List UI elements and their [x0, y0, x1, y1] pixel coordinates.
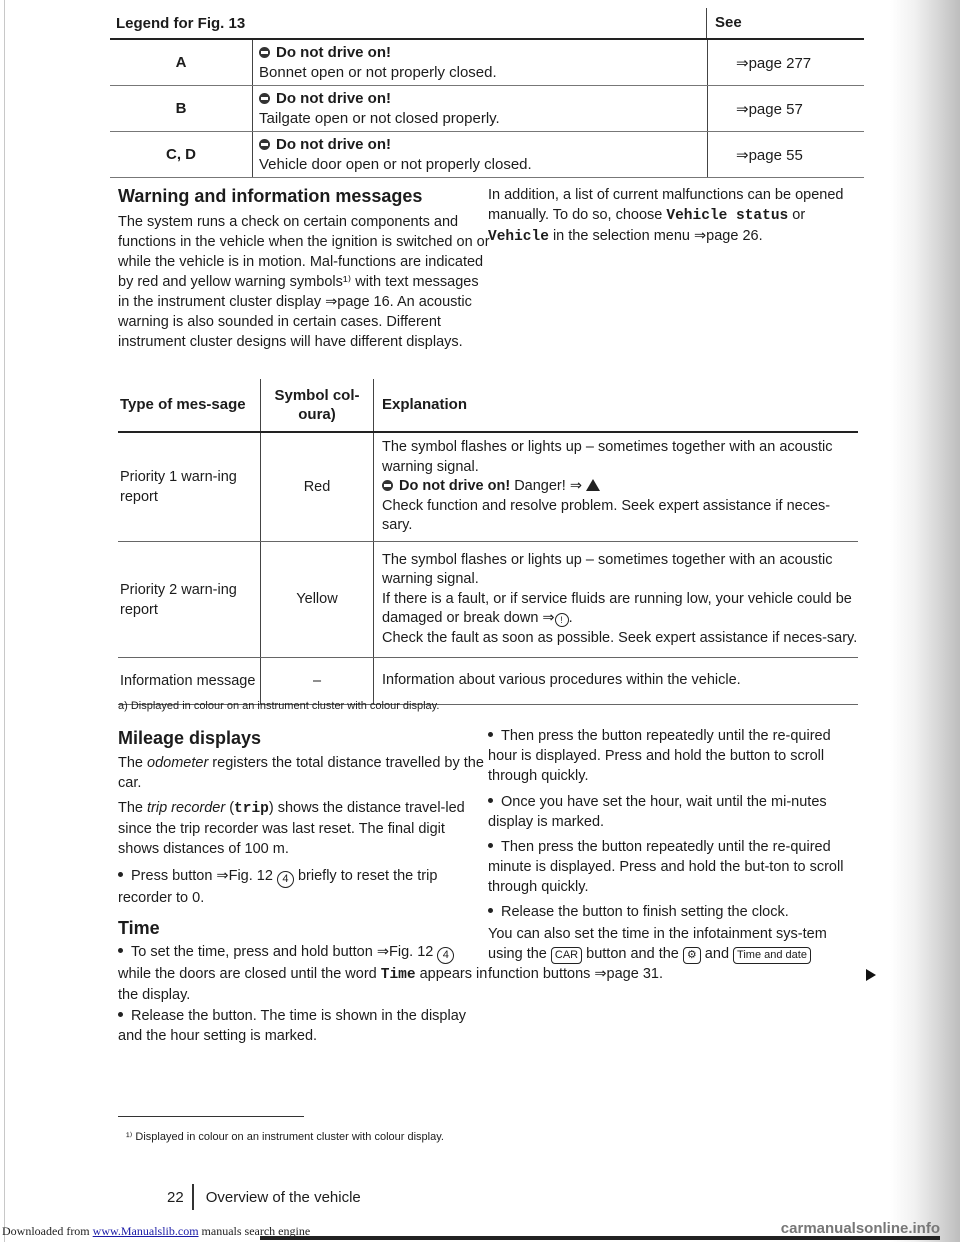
download-notice: Downloaded from www.Manualslib.com manuals search engine: [2, 1224, 311, 1238]
legend-key: B: [175, 100, 187, 117]
explanation-line: The symbol flashes or lights up – sometimes together with an acoustic warning signal.: [382, 439, 833, 475]
trip-recorder-paragraph: The trip recorder (trip) shows the distance travel-led since the trip recorder was last reset. The final digit shows distances of 100 m.: [118, 800, 465, 857]
symbol-colour: Red: [260, 433, 373, 541]
section-title: Overview of the vehicle: [205, 1188, 361, 1206]
legend-warning: Do not drive on!: [276, 89, 391, 107]
list-item: Press button ⇒Fig. 12 4 briefly to reset the trip recorder to 0.: [118, 868, 438, 906]
mileage-heading: Mileage displays: [118, 728, 262, 748]
legend-text: Vehicle door open or not properly closed.: [259, 155, 532, 173]
legend-table: [110, 8, 864, 178]
warnings-heading: Warning and information messages: [118, 186, 423, 206]
do-not-drive-label: Do not drive on!: [399, 478, 511, 495]
table-row: Priority 2 warn-ing report Yellow The symbol flashes or lights up – sometimes together with an acoustic warning signal. If there is a fault, or if service fluids are running low, your vehicle could be damaged or break down ⇒ ! . Check the fault as soon as possible. Seek expert assistance if neces-sary.: [118, 542, 858, 658]
footnote-rule: [118, 1116, 304, 1117]
explanation-line: Check the fault as soon as possible. Seek expert assistance if neces-sary.: [382, 629, 858, 646]
warning-symbol-icon: [259, 139, 270, 150]
menu-item-vehicle: Vehicle: [488, 229, 549, 245]
malfunction-list-paragraph: In addition, a list of current malfunctions can be opened manually. To do so, choose Vehicle status or Vehicle in the selection menu ⇒page 26.: [488, 187, 844, 245]
warning-symbol-icon: [259, 47, 270, 58]
table-header-row: [118, 379, 858, 433]
danger-triangle-icon: [586, 479, 600, 491]
legend-page-ref[interactable]: ⇒page 57: [707, 86, 864, 131]
column-header-explanation: Explanation: [373, 379, 858, 431]
footnote: ¹⁾ Displayed in colour on an instrument cluster with colour display.: [126, 1131, 444, 1143]
message-type-table: [118, 379, 858, 705]
explanation-line: Information about various procedures within the vehicle.: [373, 658, 858, 704]
note-icon: !: [555, 613, 569, 627]
legend-warning: Do not drive on!: [276, 135, 391, 153]
legend-row: [110, 132, 864, 178]
infotainment-paragraph: You can also set the time in the infotainment sys-tem using the CAR button and the ⚙ and Time and date function buttons ⇒page 31.: [488, 926, 827, 982]
table-row: [118, 658, 858, 705]
time-heading: Time: [118, 918, 160, 938]
legend-header: Legend for Fig. 13: [116, 14, 246, 32]
explanation-line: Check function and resolve problem. Seek expert assistance if neces-sary.: [382, 497, 831, 534]
watermark: carmanualsonline.info: [780, 1220, 940, 1237]
legend-page-ref[interactable]: ⇒page 277: [707, 40, 864, 85]
page-number: 22: [167, 1188, 184, 1206]
legend-text: Bonnet open or not properly closed.: [259, 63, 497, 81]
car-button: CAR: [551, 947, 582, 964]
legend-row: [110, 40, 864, 86]
symbol-colour: –: [260, 658, 373, 704]
continue-arrow-icon: [866, 969, 876, 981]
legend-text: Tailgate open or not closed properly.: [259, 109, 500, 127]
time-and-date-button: Time and date: [733, 947, 811, 964]
scan-right-edge: [890, 0, 960, 1242]
page-footer: [167, 1184, 361, 1210]
menu-item-vehicle-status: Vehicle status: [666, 208, 789, 224]
table-row: Priority 1 warn-ing report Red The symbol flashes or lights up – sometimes together with an acoustic warning signal. Do not drive on! Danger! ⇒ Check function and resolve problem. Seek expert assistance if neces-sary.: [118, 433, 858, 542]
message-type: Priority 1 warn-ing report: [120, 469, 237, 505]
odometer-paragraph: The odometer registers the total distance travelled by the car.: [118, 755, 484, 791]
list-item: Release the button to finish setting the clock.: [488, 902, 860, 922]
scan-left-edge: [4, 0, 5, 1242]
manualslib-link[interactable]: www.Manualslib.com: [92, 1224, 199, 1238]
legend-warning: Do not drive on!: [276, 43, 391, 61]
message-type: Information message: [120, 673, 256, 689]
legend-page-ref[interactable]: ⇒page 55: [707, 132, 864, 177]
warning-symbol-icon: [259, 93, 270, 104]
list-item: Then press the button repeatedly until the re-quired hour is displayed. Press and hold the button to scroll through quickly.: [488, 728, 831, 784]
message-type: Priority 2 warn-ing report: [120, 581, 237, 618]
legend-row: [110, 86, 864, 132]
table-footnote: a) Displayed in colour on an instrument cluster with colour display.: [118, 700, 440, 712]
legend-key: C, D: [166, 146, 196, 163]
list-item: To set the time, press and hold button ⇒Fig. 12 4 while the doors are closed until the word Time appears in the display.: [118, 944, 488, 1003]
legend-key: A: [175, 54, 187, 71]
list-item: Release the button. The time is shown in the display and the hour setting is marked.: [118, 1008, 467, 1044]
list-item: Once you have set the hour, wait until the mi-nutes display is marked.: [488, 794, 827, 830]
warning-symbol-icon: [382, 480, 393, 491]
warnings-paragraph: The system runs a check on certain components and functions in the vehicle when the ignition is switched on or while the vehicle is in motion. Mal-functions are indicated by red and yellow warning symbols¹⁾ with text messages in the instrument cluster display ⇒page 16. An acoustic warning is also sounded in certain cases. Different instrument cluster designs will have different displays.: [118, 214, 490, 350]
column-header-type: Type of mes-sage: [120, 396, 246, 413]
symbol-colour: Yellow: [260, 542, 373, 657]
settings-key-icon: ⚙: [683, 947, 701, 964]
list-item: Then press the button repeatedly until the re-quired minute is displayed. Press and hold the but-ton to scroll through quickly.: [488, 839, 844, 895]
column-header-colour: Symbol col-oura): [260, 379, 373, 431]
see-header: See: [706, 8, 864, 38]
explanation-line: The symbol flashes or lights up – sometimes together with an acoustic warning signal.: [382, 551, 833, 588]
legend-header-row: [110, 8, 864, 40]
